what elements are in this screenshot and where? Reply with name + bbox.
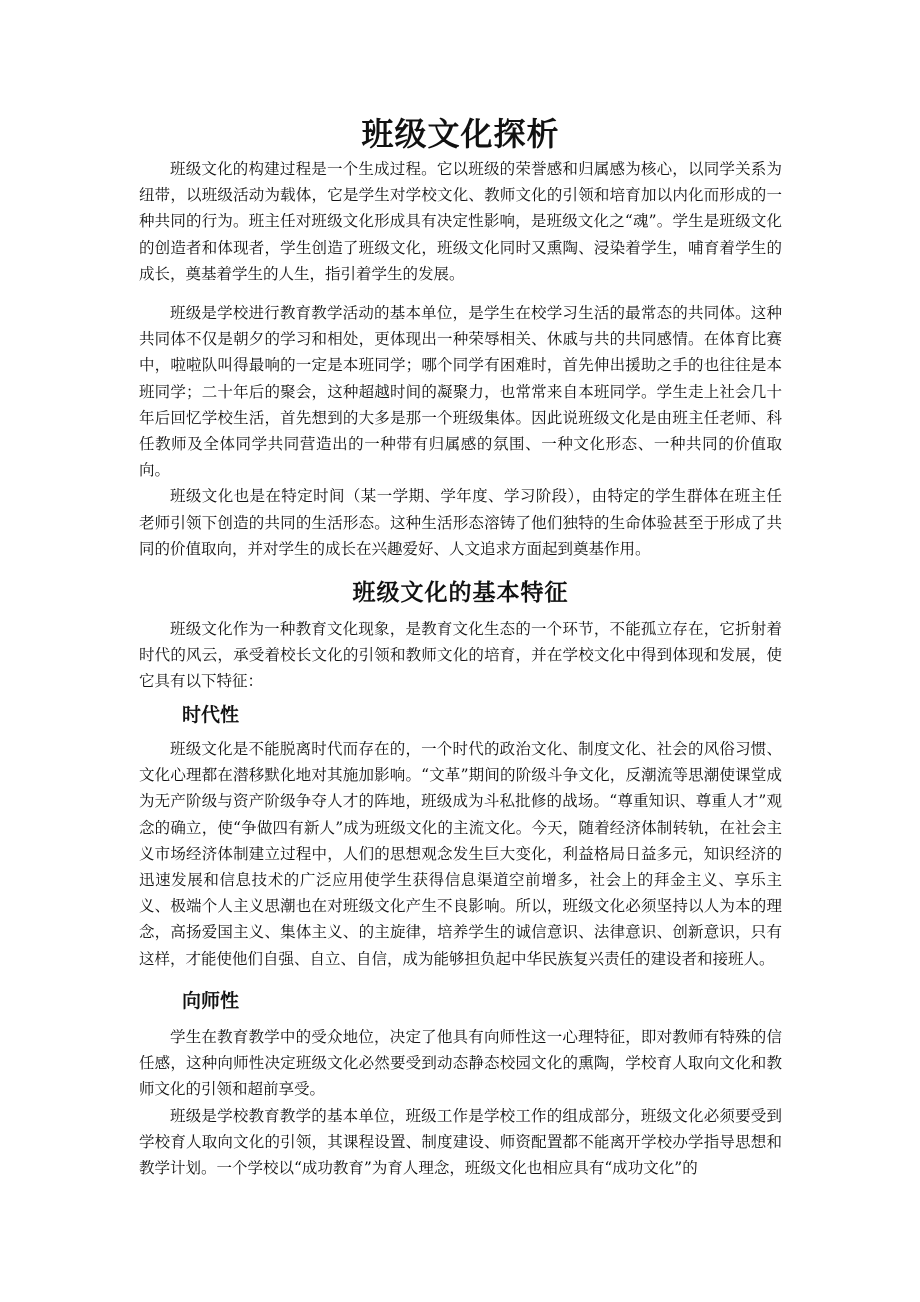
intro-paragraph-1-block (139, 156, 782, 287)
intro-paragraph: 班级文化的构建过程是一个生成过程。它以班级的荣誉感和归属感为核心，以同学关系为纽带，以班级活动为载体，它是学生对学校文化、教师文化的引领和培育加以内化而形成的一种共同的行为。班主任对班级文化形成具有决定性影响，是班级文化之“魂”。学生是班级文化的创造者和体现者，学生创造了班级文化，班级文化同时又熏陶、浸染着学生，哺育着学生的成长，奠基着学生的人生，指引着学生的发展。 (139, 160, 782, 283)
intro-paragraph-2-block (139, 300, 782, 562)
section-intro-block (139, 616, 782, 695)
subsection-teacher-block (139, 1024, 782, 1181)
intro-paragraph: 班级是学校进行教育教学活动的基本单位，是学生在校学习生活的最常态的共同体。这种共同体不仅是朝夕的学习和相处，更体现出一种荣辱相关、休戚与共的共同感情。在体育比赛中，啦啦队叫得最响的一定是本班同学；哪个同学有困难时，首先伸出援助之手的也往往是本班同学；二十年后的聚会，这种超越时间的凝聚力，也常常来自本班同学。学生走上社会几十年后回忆学校生活，首先想到的大多是那一个班级集体。因此说班级文化是由班主任老师、科任教师及全体同学共同营造出的一种带有归属感的氛围、一种文化形态、一种共同的价值取向。 (139, 304, 782, 480)
subsection-era-block (139, 736, 782, 972)
subsection-heading-teacher: 向师性 (182, 990, 240, 1012)
subsection-paragraph: 学生在教育教学中的受众地位，决定了他具有向师性这一心理特征，即对教师有特殊的信任感，这种向师性决定班级文化必然要受到动态静态校园文化的熏陶，学校育人取向文化和教师文化的引领和超前享受。 (139, 1028, 782, 1099)
document-title: 班级文化探析 (361, 115, 560, 153)
section-intro-paragraph: 班级文化作为一种教育文化现象，是教育文化生态的一个环节，不能孤立存在，它折射着时代的风云，承受着校长文化的引领和教师文化的培育，并在学校文化中得到体现和发展，使它具有以下特征： (139, 620, 782, 691)
intro-paragraph: 班级文化也是在特定时间（某一学期、学年度、学习阶段），由特定的学生群体在班主任老师引领下创造的共同的生活形态。这种生活形态溶铸了他们独特的生命体验甚至于形成了共同的价值取向，并对学生的成长在兴趣爱好、人文追求方面起到奠基作用。 (139, 487, 782, 558)
subsection-heading-era: 时代性 (182, 704, 240, 726)
subsection-paragraph: 班级文化是不能脱离时代而存在的，一个时代的政治文化、制度文化、社会的风俗习惯、文化心理都在潜移默化地对其施加影响。“文革”期间的阶级斗争文化，反潮流等思潮使课堂成为无产阶级与资产阶级争夺人才的阵地，班级成为斗私批修的战场。“尊重知识、尊重人才”观念的确立，使“争做四有新人”成为班级文化的主流文化。今天，随着经济体制转轨，在社会主义市场经济体制建立过程中，人们的思想观念发生巨大变化，利益格局日益多元，知识经济的迅速发展和信息技术的广泛应用使学生获得信息渠道空前增多，社会上的拜金主义、享乐主义、极端个人主义思潮也在对班级文化产生不良影响。所以，班级文化必须坚持以人为本的理念，高扬爱国主义、集体主义、的主旋律，培养学生的诚信意识、法律意识、创新意识，只有这样，才能使他们自强、自立、自信，成为能够担负起中华民族复兴责任的建设者和接班人。 (139, 740, 782, 968)
section-heading: 班级文化的基本特征 (352, 580, 569, 606)
subsection-paragraph: 班级是学校教育教学的基本单位，班级工作是学校工作的组成部分，班级文化必须要受到学校育人取向文化的引领，其课程设置、制度建设、师资配置都不能离开学校办学指导思想和教学计划。一个学校以“成功教育”为育人理念，班级文化也相应具有“成功文化”的 (139, 1106, 782, 1178)
